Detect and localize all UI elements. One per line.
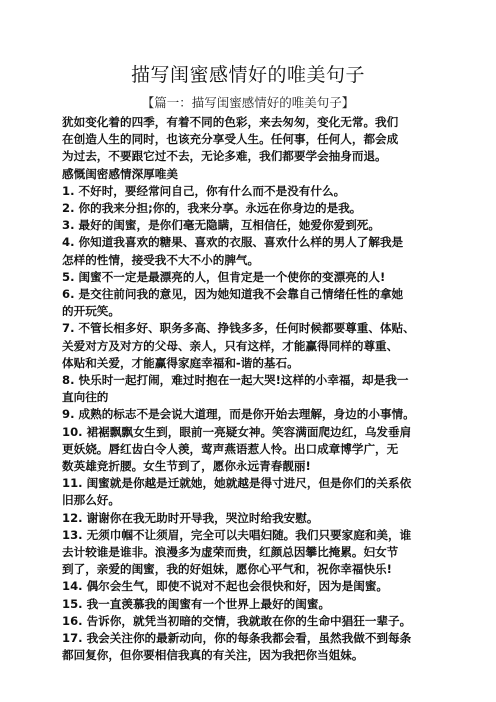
list-item: 1. 不好时，要经常问自己，你有什么而不是没有什么。 bbox=[62, 183, 346, 198]
list-item-continuation: 的开玩笑。 bbox=[62, 304, 120, 319]
list-item: 15. 我一直羡慕我的闺蜜有一个世界上最好的闺蜜。 bbox=[62, 596, 331, 611]
list-item-continuation: 直向往的 bbox=[62, 390, 109, 405]
section-heading: 感慨闺密感情深厚唯美 bbox=[62, 166, 178, 181]
body-line: 为过去，不要跟它过不去，无论多难，我们都要学会抽身而退。 bbox=[62, 149, 387, 164]
list-item: 9. 成熟的标志不是会说大道理，而是你开始去理解，身边的小事情。 bbox=[62, 407, 415, 422]
list-item: 14. 偶尔会生气，即使不说对不起也会很快和好，因为是闺蜜。 bbox=[62, 579, 389, 594]
document-title: 描写闺蜜感情好的唯美句子 bbox=[130, 64, 365, 86]
list-item-continuation: 体贴和关爱，才能赢得家庭幸福和-谐的基石。 bbox=[62, 355, 299, 370]
list-item: 5. 闺蜜不一定是最漂亮的人，但肯定是一个使你的变漂亮的人! bbox=[62, 269, 386, 284]
list-item-continuation: 旧那么好。 bbox=[62, 493, 120, 508]
list-item-continuation: 怎样的性情，接受我不大不小的脾气。 bbox=[62, 252, 260, 267]
list-item: 16. 告诉你，就凭当初暗的交情，我就敢在你的生命中猖狂一辈子。 bbox=[62, 613, 412, 628]
document-body bbox=[62, 114, 446, 665]
list-item: 4. 你知道我喜欢的糖果、喜欢的衣服、喜欢什么样的男人了解我是 bbox=[62, 235, 404, 250]
list-item: 6. 是交往前问我的意见，因为她知道我不会靠自己情绪任性的拿她 bbox=[62, 287, 404, 302]
list-item: 17. 我会关注你的最新动向，你的每条我都会看，虽然我做不到每条 bbox=[62, 631, 412, 646]
list-item: 2. 你的我来分担;你的，我来分享。永远在你身边的是我。 bbox=[62, 201, 362, 216]
list-item-continuation: 数英雄竞折腰。女生节到了，愿你永远青春靓丽! bbox=[62, 459, 311, 474]
list-item-continuation: 都回复你，但你要相信我真的有关注，因为我把你当姐妹。 bbox=[62, 648, 364, 663]
list-item: 11. 闺蜜就是你越是迁就她，她就越是得寸进尺，但是你们的关系依 bbox=[62, 476, 412, 491]
list-item: 8. 快乐时一起打闹，难过时抱在一起大哭!这样的小幸福，却是我一 bbox=[62, 373, 409, 388]
document-subtitle: 【篇一：描写闺蜜感情好的唯美句子】 bbox=[141, 95, 355, 110]
body-line: 在创造人生的同时，也该充分享受人生。任何事，任何人，都会成 bbox=[62, 132, 399, 147]
list-item-continuation: 到了，亲爱的闺蜜，我的好姐妹，愿你心平气和，祝你幸福快乐! bbox=[62, 562, 392, 577]
list-item: 7. 不管长相多好、职务多高、挣钱多多，任何时候都要尊重、体贴、 bbox=[62, 321, 415, 336]
list-item: 13. 无须巾帼不让须眉，完全可以夫唱妇随。我们只要家庭和美，谁 bbox=[62, 527, 412, 542]
list-item: 12. 谢谢你在我无助时开导我，哭泣时给我安慰。 bbox=[62, 510, 319, 525]
list-item: 3. 最好的闺蜜，是你们毫无隐瞒，互相信任，她爱你爱到死。 bbox=[62, 218, 380, 233]
list-item: 10. 裙裾飘飘女生到，眼前一亮疑女神。笑容满面爬边红，乌发垂肩 bbox=[62, 424, 412, 439]
body-line: 犹如变化着的四季，有着不同的色彩，来去匆匆，变化无常。我们 bbox=[62, 115, 399, 129]
list-item-continuation: 关爱对方及对方的父母、亲人，只有这样，才能赢得同样的尊重、 bbox=[62, 338, 399, 353]
list-item-continuation: 更妖娆。唇红齿白令人羡，莺声燕语惹人怜。出口成章博学广，无 bbox=[62, 441, 399, 456]
list-item-continuation: 去计较谁是谁非。浪漫多为虚荣而贵，红颜总因攀比掩累。妇女节 bbox=[62, 545, 399, 560]
